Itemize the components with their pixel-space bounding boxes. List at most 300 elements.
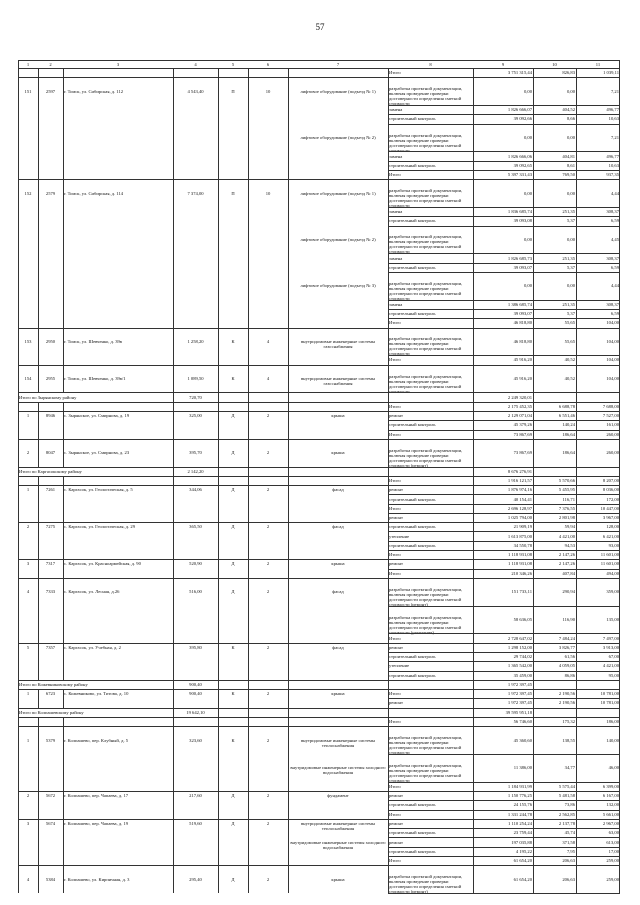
col-line bbox=[576, 439, 577, 467]
col-line bbox=[533, 300, 534, 309]
col-line bbox=[218, 782, 219, 791]
col-line bbox=[533, 365, 534, 393]
col-line bbox=[576, 402, 577, 411]
col-line bbox=[576, 318, 577, 327]
col-line bbox=[473, 170, 474, 179]
col-line bbox=[288, 402, 289, 411]
col-line bbox=[173, 643, 174, 652]
col-line bbox=[288, 522, 289, 531]
cell-v10: 94,53 bbox=[564, 542, 575, 548]
col-line bbox=[473, 272, 474, 300]
cell-v10: 0,00 bbox=[566, 190, 575, 196]
col-line bbox=[288, 309, 289, 318]
col-line bbox=[38, 328, 39, 356]
col-line bbox=[248, 77, 249, 105]
cell-no: 3 bbox=[26, 820, 30, 826]
col-line bbox=[63, 726, 64, 754]
col-line bbox=[248, 550, 249, 559]
cell-v11: 4 421,00 bbox=[602, 663, 619, 669]
col-line bbox=[248, 810, 249, 819]
col-line bbox=[248, 717, 249, 726]
col-line bbox=[38, 726, 39, 754]
col-line bbox=[38, 253, 39, 262]
table-top-border bbox=[18, 60, 620, 61]
cell-addr: с. Каргасок, ул. Красноармейская, д. 90 bbox=[64, 561, 141, 567]
cell-area: 7 374,00 bbox=[187, 190, 204, 196]
col-line bbox=[473, 68, 474, 77]
cell-v11: 308,37 bbox=[606, 301, 619, 307]
cell-cls: К bbox=[231, 737, 235, 743]
cell-v10: 61,56 bbox=[564, 654, 575, 660]
col-line bbox=[576, 782, 577, 791]
col-line bbox=[473, 698, 474, 707]
cell-c2: 2955 bbox=[45, 376, 56, 382]
col-line bbox=[473, 411, 474, 420]
col-line bbox=[388, 680, 389, 689]
cell-v11: 359,00 bbox=[606, 589, 619, 595]
column-header-11: 11 bbox=[595, 62, 601, 67]
col-line bbox=[173, 161, 174, 170]
col-line bbox=[248, 847, 249, 856]
col-line bbox=[173, 578, 174, 606]
col-line bbox=[173, 151, 174, 160]
cell-desc: строительный контроль bbox=[389, 218, 436, 224]
cell-area: 720,70 bbox=[189, 394, 202, 400]
cell-floors: 2 bbox=[266, 793, 270, 799]
cell-v11: 3 967,00 bbox=[602, 515, 619, 521]
col-line bbox=[218, 717, 219, 726]
col-line bbox=[248, 680, 249, 689]
cell-v9: 40 154,41 bbox=[513, 496, 532, 502]
cell-cls: К bbox=[231, 376, 235, 382]
cell-v10: 6 551,46 bbox=[558, 413, 575, 419]
col-line bbox=[473, 207, 474, 216]
col-line bbox=[248, 837, 249, 846]
cell-wk: крыша bbox=[331, 413, 345, 419]
col-line bbox=[63, 411, 64, 420]
col-line bbox=[173, 800, 174, 809]
col-line bbox=[473, 328, 474, 356]
col-line bbox=[38, 402, 39, 411]
cell-v11: 6 421,00 bbox=[602, 533, 619, 539]
col-line bbox=[218, 661, 219, 670]
col-line bbox=[248, 559, 249, 568]
col-line bbox=[388, 754, 389, 782]
col-line bbox=[473, 392, 474, 401]
col-line bbox=[173, 402, 174, 411]
col-line bbox=[173, 411, 174, 420]
col-line bbox=[576, 726, 577, 754]
col-line bbox=[173, 819, 174, 828]
cell-desc: Итого bbox=[389, 570, 401, 576]
col-line bbox=[388, 708, 389, 717]
cell-floors: 2 bbox=[266, 413, 270, 419]
cell-desc: Итого bbox=[389, 431, 401, 437]
col-line bbox=[63, 124, 64, 152]
cell-v10: 5 455,95 bbox=[558, 487, 575, 493]
col-line bbox=[38, 643, 39, 652]
cell-v10: 7 484,24 bbox=[558, 635, 575, 641]
col-line bbox=[63, 717, 64, 726]
cell-v11: 613,00 bbox=[606, 839, 619, 845]
cell-cls: Д bbox=[231, 876, 235, 882]
cell-v9: 39 093,07 bbox=[513, 264, 532, 270]
col-line bbox=[388, 606, 389, 634]
col-line bbox=[576, 485, 577, 494]
col-line bbox=[63, 309, 64, 318]
col-line bbox=[248, 504, 249, 513]
col-line bbox=[248, 170, 249, 179]
col-line bbox=[218, 263, 219, 272]
col-line bbox=[288, 531, 289, 540]
col-line bbox=[248, 263, 249, 272]
cell-desc: разработка проектной документации, включая проведение проверки достоверности определения сметной стоимости (утепление) bbox=[389, 614, 463, 635]
cell-c2: 2579 bbox=[45, 190, 56, 196]
col-line bbox=[248, 272, 249, 300]
col-line bbox=[533, 559, 534, 568]
col-line bbox=[38, 226, 39, 254]
col-line bbox=[173, 365, 174, 393]
cell-v9: 1 365 542,00 bbox=[507, 663, 532, 669]
column-header-3: 3 bbox=[116, 62, 120, 67]
column-header-4: 4 bbox=[194, 62, 197, 67]
col-line bbox=[533, 170, 534, 179]
works-table bbox=[18, 60, 620, 893]
cell-v10: 290,94 bbox=[562, 589, 575, 595]
col-line bbox=[288, 504, 289, 513]
col-line bbox=[533, 726, 534, 754]
col-line bbox=[248, 578, 249, 606]
cell-wk: фасад bbox=[332, 644, 344, 650]
col-line bbox=[218, 643, 219, 652]
col-line bbox=[173, 226, 174, 254]
col-line bbox=[218, 550, 219, 559]
cell-desc: замена bbox=[389, 107, 403, 113]
cell-desc: строительный контроль bbox=[389, 496, 436, 502]
col-line bbox=[388, 216, 389, 225]
cell-wk: внутридомовые инженерные системы холодного водоснабжения bbox=[290, 765, 386, 776]
col-line bbox=[533, 124, 534, 152]
cell-v9: 21 909,19 bbox=[513, 524, 532, 530]
cell-v9: 39 093,08 bbox=[513, 218, 532, 224]
cell-v10: 55,65 bbox=[564, 320, 575, 326]
cell-v11: 937,35 bbox=[606, 172, 619, 178]
col-line bbox=[533, 318, 534, 327]
col-line bbox=[288, 439, 289, 467]
cell-v9: 1 826 685,73 bbox=[507, 255, 532, 261]
cell-v11: 128,00 bbox=[606, 524, 619, 530]
cell-v9: 24 155,76 bbox=[513, 802, 532, 808]
col-line bbox=[248, 865, 249, 893]
col-line bbox=[473, 559, 474, 568]
cell-wk: лифтовое оборудование (подъезд № 2) bbox=[300, 236, 376, 242]
cell-v11: 104,00 bbox=[606, 357, 619, 363]
cell-v10: 0,00 bbox=[566, 283, 575, 289]
col-line bbox=[38, 216, 39, 225]
cell-c2: 2597 bbox=[45, 88, 56, 94]
cell-v9: 0,00 bbox=[523, 283, 532, 289]
col-line bbox=[576, 207, 577, 216]
col-line bbox=[576, 800, 577, 809]
col-line bbox=[248, 355, 249, 364]
col-line bbox=[473, 550, 474, 559]
col-line bbox=[388, 652, 389, 661]
col-line bbox=[576, 300, 577, 309]
cell-no: 2 bbox=[26, 524, 30, 530]
col-line bbox=[288, 300, 289, 309]
cell-desc: Итого bbox=[389, 320, 401, 326]
col-line bbox=[218, 402, 219, 411]
cell-v11: 63,00 bbox=[608, 830, 619, 836]
cell-desc: строительный контроль bbox=[389, 542, 436, 548]
col-line bbox=[388, 114, 389, 123]
col-line bbox=[218, 300, 219, 309]
col-line bbox=[63, 151, 64, 160]
col-line bbox=[173, 606, 174, 634]
district-total-label: Итого по Кожевниковскому району bbox=[19, 681, 88, 687]
col-line bbox=[38, 810, 39, 819]
cell-floors: 2 bbox=[266, 524, 270, 530]
cell-desc: Итого bbox=[389, 691, 401, 697]
col-line bbox=[533, 216, 534, 225]
col-line bbox=[218, 420, 219, 429]
col-line bbox=[576, 522, 577, 531]
cell-v9: 1 826 666,06 bbox=[507, 153, 532, 159]
col-line bbox=[173, 782, 174, 791]
col-line bbox=[38, 819, 39, 828]
col-line bbox=[533, 77, 534, 105]
col-line bbox=[388, 541, 389, 550]
table-left-border bbox=[18, 60, 19, 893]
col-line bbox=[63, 847, 64, 856]
col-line bbox=[388, 402, 389, 411]
cell-v10: 86,86 bbox=[564, 672, 575, 678]
col-line bbox=[288, 643, 289, 652]
col-line bbox=[576, 263, 577, 272]
cell-area: 295,40 bbox=[189, 876, 202, 882]
col-line bbox=[576, 671, 577, 680]
col-line bbox=[533, 837, 534, 846]
col-line bbox=[288, 559, 289, 568]
cell-no: 4 bbox=[26, 876, 30, 882]
col-line bbox=[38, 309, 39, 318]
col-line bbox=[576, 810, 577, 819]
cell-addr: с. Зырянское, ул. Смирнова, д. 19 bbox=[64, 413, 130, 419]
col-line bbox=[248, 643, 249, 652]
col-line bbox=[388, 272, 389, 300]
col-line bbox=[38, 77, 39, 105]
col-line bbox=[173, 207, 174, 216]
cell-v9: 61 654,20 bbox=[513, 876, 532, 882]
cell-addr: г. Колпашево, пер. Чапаева, д. 17 bbox=[64, 793, 129, 799]
col-line bbox=[473, 643, 474, 652]
cell-v10: 140,24 bbox=[562, 422, 575, 428]
col-line bbox=[63, 522, 64, 531]
col-line bbox=[218, 689, 219, 698]
cell-v10: 251,35 bbox=[562, 255, 575, 261]
col-line bbox=[218, 559, 219, 568]
col-line bbox=[288, 124, 289, 152]
col-line bbox=[38, 151, 39, 160]
col-line bbox=[63, 643, 64, 652]
cell-desc: Итого bbox=[389, 477, 401, 483]
col-line bbox=[473, 791, 474, 800]
col-line bbox=[38, 671, 39, 680]
cell-v9: 1 150 776,25 bbox=[507, 793, 532, 799]
col-line bbox=[248, 300, 249, 309]
col-line bbox=[288, 68, 289, 77]
cell-v11: 7 497,00 bbox=[602, 635, 619, 641]
cell-floors: 2 bbox=[266, 820, 270, 826]
col-line bbox=[576, 606, 577, 634]
col-line bbox=[218, 411, 219, 420]
col-line bbox=[473, 865, 474, 893]
col-line bbox=[218, 698, 219, 707]
col-line bbox=[473, 420, 474, 429]
col-line bbox=[38, 170, 39, 179]
cell-v11: 46,00 bbox=[608, 765, 619, 771]
cell-v9: 2 696 128,97 bbox=[507, 505, 532, 511]
col-line bbox=[533, 504, 534, 513]
col-line bbox=[533, 226, 534, 254]
col-line bbox=[533, 578, 534, 606]
col-line bbox=[38, 541, 39, 550]
col-line bbox=[473, 355, 474, 364]
row-border bbox=[388, 893, 620, 894]
cell-v11: 11 601,00 bbox=[600, 561, 619, 567]
col-line bbox=[173, 559, 174, 568]
col-line bbox=[533, 467, 534, 476]
col-line bbox=[576, 77, 577, 105]
col-line bbox=[388, 800, 389, 809]
cell-c2: 7357 bbox=[45, 644, 56, 650]
cell-floors: 2 bbox=[266, 561, 270, 567]
col-line bbox=[63, 179, 64, 207]
cell-v9: 2 175 452,35 bbox=[507, 403, 532, 409]
col-line bbox=[38, 420, 39, 429]
col-line bbox=[38, 494, 39, 503]
cell-v10: 116,90 bbox=[562, 617, 575, 623]
col-line bbox=[473, 513, 474, 522]
col-line bbox=[248, 819, 249, 828]
col-line bbox=[288, 541, 289, 550]
col-line bbox=[473, 828, 474, 837]
col-line bbox=[576, 541, 577, 550]
cell-addr: г. Томск, ул. Сибирская, д. 112 bbox=[64, 88, 124, 94]
col-line bbox=[38, 263, 39, 272]
col-line bbox=[533, 522, 534, 531]
col-line bbox=[218, 708, 219, 717]
col-line bbox=[218, 365, 219, 393]
col-line bbox=[576, 161, 577, 170]
cell-desc: Итого bbox=[389, 552, 401, 558]
col-line bbox=[218, 671, 219, 680]
cell-no: 1 bbox=[26, 487, 30, 493]
col-line bbox=[248, 161, 249, 170]
cell-v9: 3 751 315,44 bbox=[507, 70, 532, 76]
col-line bbox=[288, 606, 289, 634]
cell-v10: 40,52 bbox=[564, 376, 575, 382]
cell-v10: 4 059,05 bbox=[558, 663, 575, 669]
cell-wk: фасад bbox=[332, 487, 344, 493]
col-line bbox=[576, 467, 577, 476]
col-line bbox=[288, 263, 289, 272]
cell-cls: К bbox=[231, 338, 235, 344]
col-line bbox=[288, 717, 289, 726]
cell-v9: 1 118 931,08 bbox=[508, 561, 532, 567]
col-line bbox=[38, 272, 39, 300]
cell-desc: ремонт bbox=[389, 413, 404, 419]
col-line bbox=[388, 161, 389, 170]
cell-desc: строительный контроль bbox=[389, 672, 436, 678]
cell-v11: 494,00 bbox=[606, 570, 619, 576]
cell-area: 344,06 bbox=[189, 487, 202, 493]
col-line bbox=[38, 430, 39, 439]
col-line bbox=[173, 791, 174, 800]
col-line bbox=[288, 430, 289, 439]
cell-v11: 260,00 bbox=[606, 431, 619, 437]
col-line bbox=[248, 652, 249, 661]
cell-v10: 251,35 bbox=[562, 301, 575, 307]
col-line bbox=[473, 541, 474, 550]
cell-v10: 186,64 bbox=[562, 431, 575, 437]
col-line bbox=[533, 531, 534, 540]
col-line bbox=[63, 420, 64, 429]
col-line bbox=[173, 541, 174, 550]
col-line bbox=[173, 253, 174, 262]
col-line bbox=[38, 689, 39, 698]
cell-v10: 34,77 bbox=[564, 765, 575, 771]
col-line bbox=[473, 717, 474, 726]
col-line bbox=[576, 819, 577, 828]
col-line bbox=[218, 522, 219, 531]
cell-wk: крыша bbox=[331, 561, 345, 567]
cell-no: 1 bbox=[26, 691, 30, 697]
col-line bbox=[288, 810, 289, 819]
district-total-label: Итого по Каргасокскому району bbox=[19, 468, 82, 474]
col-line bbox=[388, 856, 389, 865]
cell-wk: фасад bbox=[332, 524, 344, 530]
col-line bbox=[576, 513, 577, 522]
col-line bbox=[63, 837, 64, 846]
col-line bbox=[173, 550, 174, 559]
col-line bbox=[533, 782, 534, 791]
col-line bbox=[533, 643, 534, 652]
district-total-label: Итого по Зырянскому району bbox=[19, 394, 77, 400]
cell-v11: 8 207,00 bbox=[602, 477, 619, 483]
col-line bbox=[288, 114, 289, 123]
col-line bbox=[576, 652, 577, 661]
cell-v11: 8 036,00 bbox=[602, 487, 619, 493]
cell-v9: 1 184 931,99 bbox=[507, 783, 532, 789]
cell-wk: крыша bbox=[331, 876, 345, 882]
col-line bbox=[533, 550, 534, 559]
cell-no: 2 bbox=[26, 793, 30, 799]
col-line bbox=[248, 522, 249, 531]
col-line bbox=[63, 671, 64, 680]
col-line bbox=[248, 151, 249, 160]
cell-v11: 135,00 bbox=[606, 617, 619, 623]
col-line bbox=[218, 114, 219, 123]
col-line bbox=[173, 68, 174, 77]
col-line bbox=[173, 179, 174, 207]
column-header-8: 8 bbox=[429, 62, 432, 67]
col-line bbox=[38, 606, 39, 634]
col-line bbox=[288, 392, 289, 401]
col-line bbox=[38, 513, 39, 522]
cell-no: 2 bbox=[26, 450, 30, 456]
cell-desc: ремонт bbox=[389, 793, 404, 799]
